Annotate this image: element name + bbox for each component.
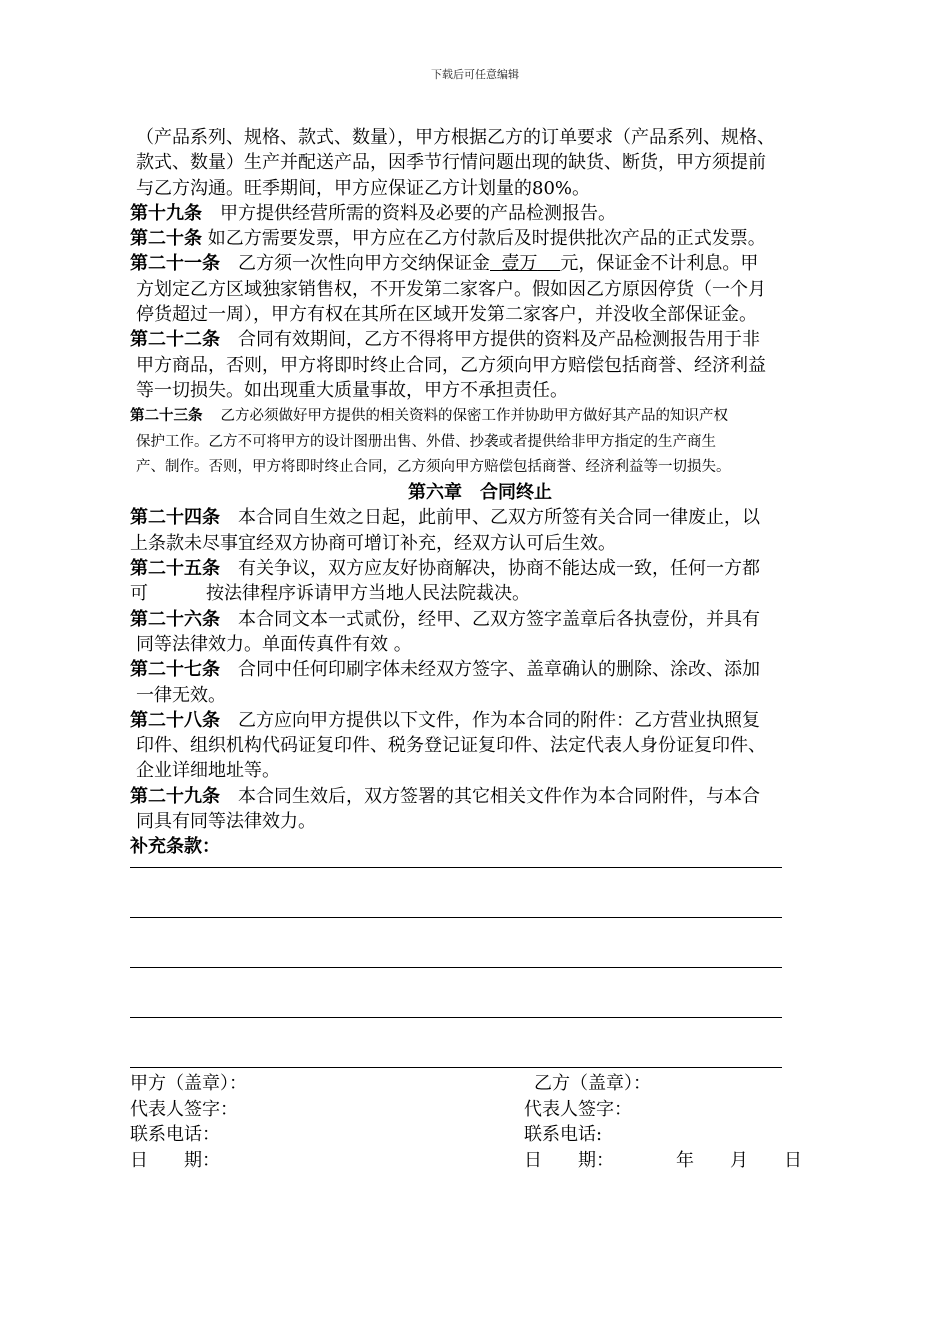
article-21-line-2: 方划定乙方区域独家销售权，不开发第二家客户。假如因乙方原因停货（一个月 <box>136 278 766 300</box>
article-23-line-3: 产、制作。否则，甲方将即时终止合同，乙方须向甲方赔偿包括商誉、经济利益等一切损失。 <box>136 458 731 475</box>
article-29 <box>130 784 830 809</box>
article-29-line-2: 同具有同等法律效力。 <box>136 811 316 833</box>
article-23-first: 乙方必须做好甲方提供的相关资料的保密工作并协助甲方做好其产品的知识产权 <box>220 408 728 425</box>
chapter-6-title: 第六章 合同终止 <box>408 482 552 504</box>
party-a-phone: 联系电话： <box>130 1124 220 1145</box>
supplement-title: 补充条款： <box>130 836 220 858</box>
article-29-label: 第二十九条 <box>130 785 220 807</box>
article-19-text: 甲方提供经营所需的资料及必要的产品检测报告。 <box>220 202 616 224</box>
article-26 <box>130 607 830 632</box>
party-a-seal: 甲方（盖章）： <box>130 1073 247 1094</box>
article-19-label: 第十九条 <box>130 202 202 224</box>
party-b-phone: 联系电话: <box>524 1124 603 1145</box>
intro-line-2: 款式、数量）生产并配送产品，因季节行情问题出现的缺货、断货，甲方须提前 <box>136 152 766 174</box>
supplement-blank-line <box>130 1067 782 1068</box>
article-28 <box>130 708 830 733</box>
article-22-line-3: 等一切损失。如出现重大质量事故，甲方不承担责任。 <box>136 379 568 401</box>
article-24-first: 本合同自生效之日起，此前甲、乙双方所签有关合同一律废止，以 <box>238 507 760 529</box>
article-25-first: 有关争议，双方应友好协商解决，协商不能达成一致，任何一方都 <box>238 558 760 580</box>
party-a-signature-block <box>130 1071 247 1173</box>
party-a-rep: 代表人签字： <box>130 1098 238 1120</box>
article-26-line-2: 同等法律效力。单面传真件有效 。 <box>136 633 412 655</box>
deposit-amount: 壹万 <box>501 253 538 275</box>
article-25-line-2: 可 按法律程序诉请甲方当地人民法院裁决。 <box>130 583 530 605</box>
article-23-label: 第二十三条 <box>130 407 203 425</box>
article-20-label: 第二十条 <box>130 228 202 250</box>
article-25 <box>130 556 830 581</box>
article-28-line-2: 印件、组织机构代码证复印件、税务登记证复印件、法定代表人身份证复印件、 <box>136 735 766 757</box>
article-20-text: 如乙方需要发票，甲方应在乙方付款后及时提供批次产品的正式发票。 <box>207 228 766 250</box>
page-header: 下载后可任意编辑 <box>431 68 519 81</box>
party-a-date: 日 期： <box>130 1149 220 1171</box>
article-22-label: 第二十二条 <box>130 329 220 351</box>
article-28-label: 第二十八条 <box>130 709 220 731</box>
article-25-label: 第二十五条 <box>130 558 220 580</box>
article-21-pre: 乙方须一次性向甲方交纳保证金 <box>238 253 490 275</box>
article-27 <box>130 657 830 682</box>
article-24-line-2: 上条款未尽事宜经双方协商可增订补充，经双方认可后生效。 <box>130 532 616 554</box>
article-20 <box>130 226 830 251</box>
party-b-date-row <box>524 1148 802 1174</box>
article-21-label: 第二十一条 <box>130 253 220 275</box>
article-21 <box>130 251 830 276</box>
supplement-blank-line <box>130 917 782 918</box>
article-22-line-2: 甲方商品，否则，甲方将即时终止合同，乙方须向甲方赔偿包括商誉、经济利益 <box>136 354 766 376</box>
article-22 <box>130 327 830 352</box>
supplement-blank-line <box>130 1017 782 1018</box>
party-b-rep: 代表人签字： <box>524 1098 632 1120</box>
article-24-label: 第二十四条 <box>130 507 220 529</box>
article-28-line-3: 企业详细地址等。 <box>136 760 280 782</box>
article-22-first: 合同有效期间，乙方不得将甲方提供的资料及产品检测报告用于非 <box>238 329 760 351</box>
article-21-line-3: 停货超过一周），甲方有权在其所在区域开发第二家客户，并没收全部保证金。 <box>136 304 757 326</box>
party-b-signature-block <box>524 1071 802 1173</box>
article-27-first: 合同中任何印刷字体未经双方签字、盖章确认的删除、涂改、添加 <box>238 659 760 681</box>
article-27-label: 第二十七条 <box>130 659 220 681</box>
article-21-post: 元，保证金不计利息。甲 <box>560 253 759 275</box>
article-23 <box>130 403 830 480</box>
article-19 <box>130 201 830 226</box>
contract-body <box>130 125 830 860</box>
party-b-seal: 乙方（盖章）： <box>534 1073 651 1094</box>
article-26-first: 本合同文本一式贰份，经甲、乙双方签字盖章后各执壹份，并具有 <box>238 608 760 630</box>
intro-line-3: 与乙方沟通。旺季期间，甲方应保证乙方计划量的80%。 <box>136 177 591 199</box>
article-24 <box>130 505 830 530</box>
intro-line-1: （产品系列、规格、款式、数量），甲方根据乙方的订单要求（产品系列、规格、 <box>136 127 775 148</box>
article-29-first: 本合同生效后，双方签署的其它相关文件作为本合同附件，与本合 <box>238 785 760 807</box>
supplement-blank-line <box>130 867 782 868</box>
article-23-line-2: 保护工作。乙方不可将甲方的设计图册出售、外借、抄袭或者提供给非甲方指定的生产商生 <box>136 433 716 450</box>
party-b-ymd: 年 月 日 <box>676 1149 802 1171</box>
article-28-first: 乙方应向甲方提供以下文件，作为本合同的附件：乙方营业执照复 <box>238 709 760 731</box>
article-27-line-2: 一律无效。 <box>136 684 226 706</box>
party-b-date: 日 期： <box>524 1149 614 1171</box>
article-26-label: 第二十六条 <box>130 608 220 630</box>
supplement-blank-line <box>130 967 782 968</box>
